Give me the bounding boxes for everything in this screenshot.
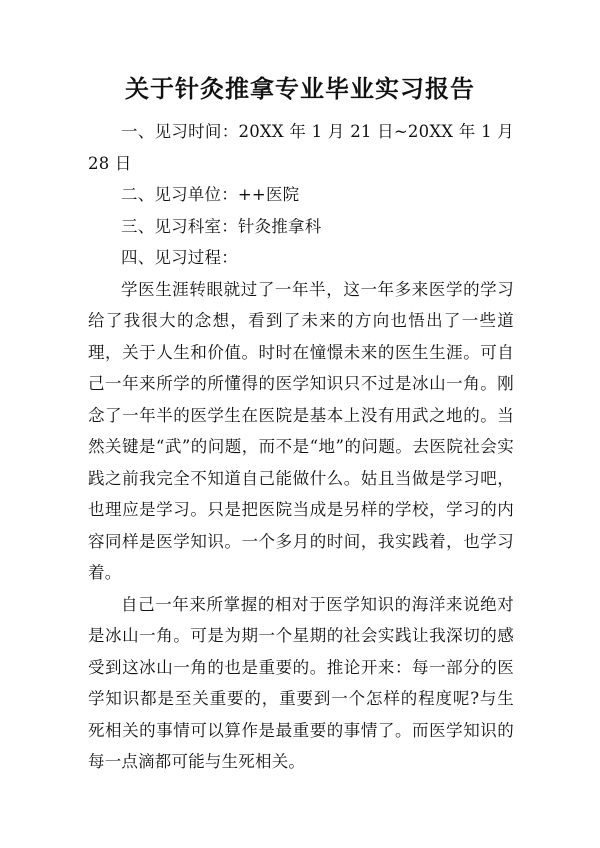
document-title: 关于针灸推拿专业毕业实习报告 [125, 75, 475, 103]
internship-process-heading: 四、见习过程： [121, 248, 238, 267]
internship-unit-paragraph: 二、见习单位：++医院 [121, 185, 300, 204]
internship-time-paragraph: 一、见习时间：20XX 年 1 月 21 日~20XX 年 1 月 28 日 [88, 122, 514, 173]
body-paragraph: 自己一年来所掌握的相对于医学知识的海洋来说绝对是冰山一角。可是为期一个星期的社会实践让我深切的感受到这冰山一角的也是重要的。推论开来：每一部分的医学知识都是至关重要的，重要到一个怎样的程度呢?与生死相关的事情可以算作是最重要的事情了。而医学知识的每一点滴都可能与生死相关。 [88, 594, 514, 771]
document-body [88, 116, 514, 778]
internship-department-paragraph: 三、见习科室：针灸推拿科 [121, 216, 322, 236]
body-paragraph: 学医生涯转眼就过了一年半，这一年多来医学的学习给了我很大的念想，看到了未来的方向也悟出了一些道理，关于人生和价值。时时在憧憬未来的医生生涯。可自己一年来所学的所懂得的医学知识只不过是冰山一角。刚念了一年半的医学生在医院是基本上没有用武之地的。当然关键是“武”的问题，而不是“地”的问题。去医院社会实践之前我完全不知道自己能做什么。姑且当做是学习吧，也理应是学习。只是把医院当成是另样的学校，学习的内容同样是医学知识。一个多月的时间，我实践着，也学习着。 [88, 279, 514, 582]
